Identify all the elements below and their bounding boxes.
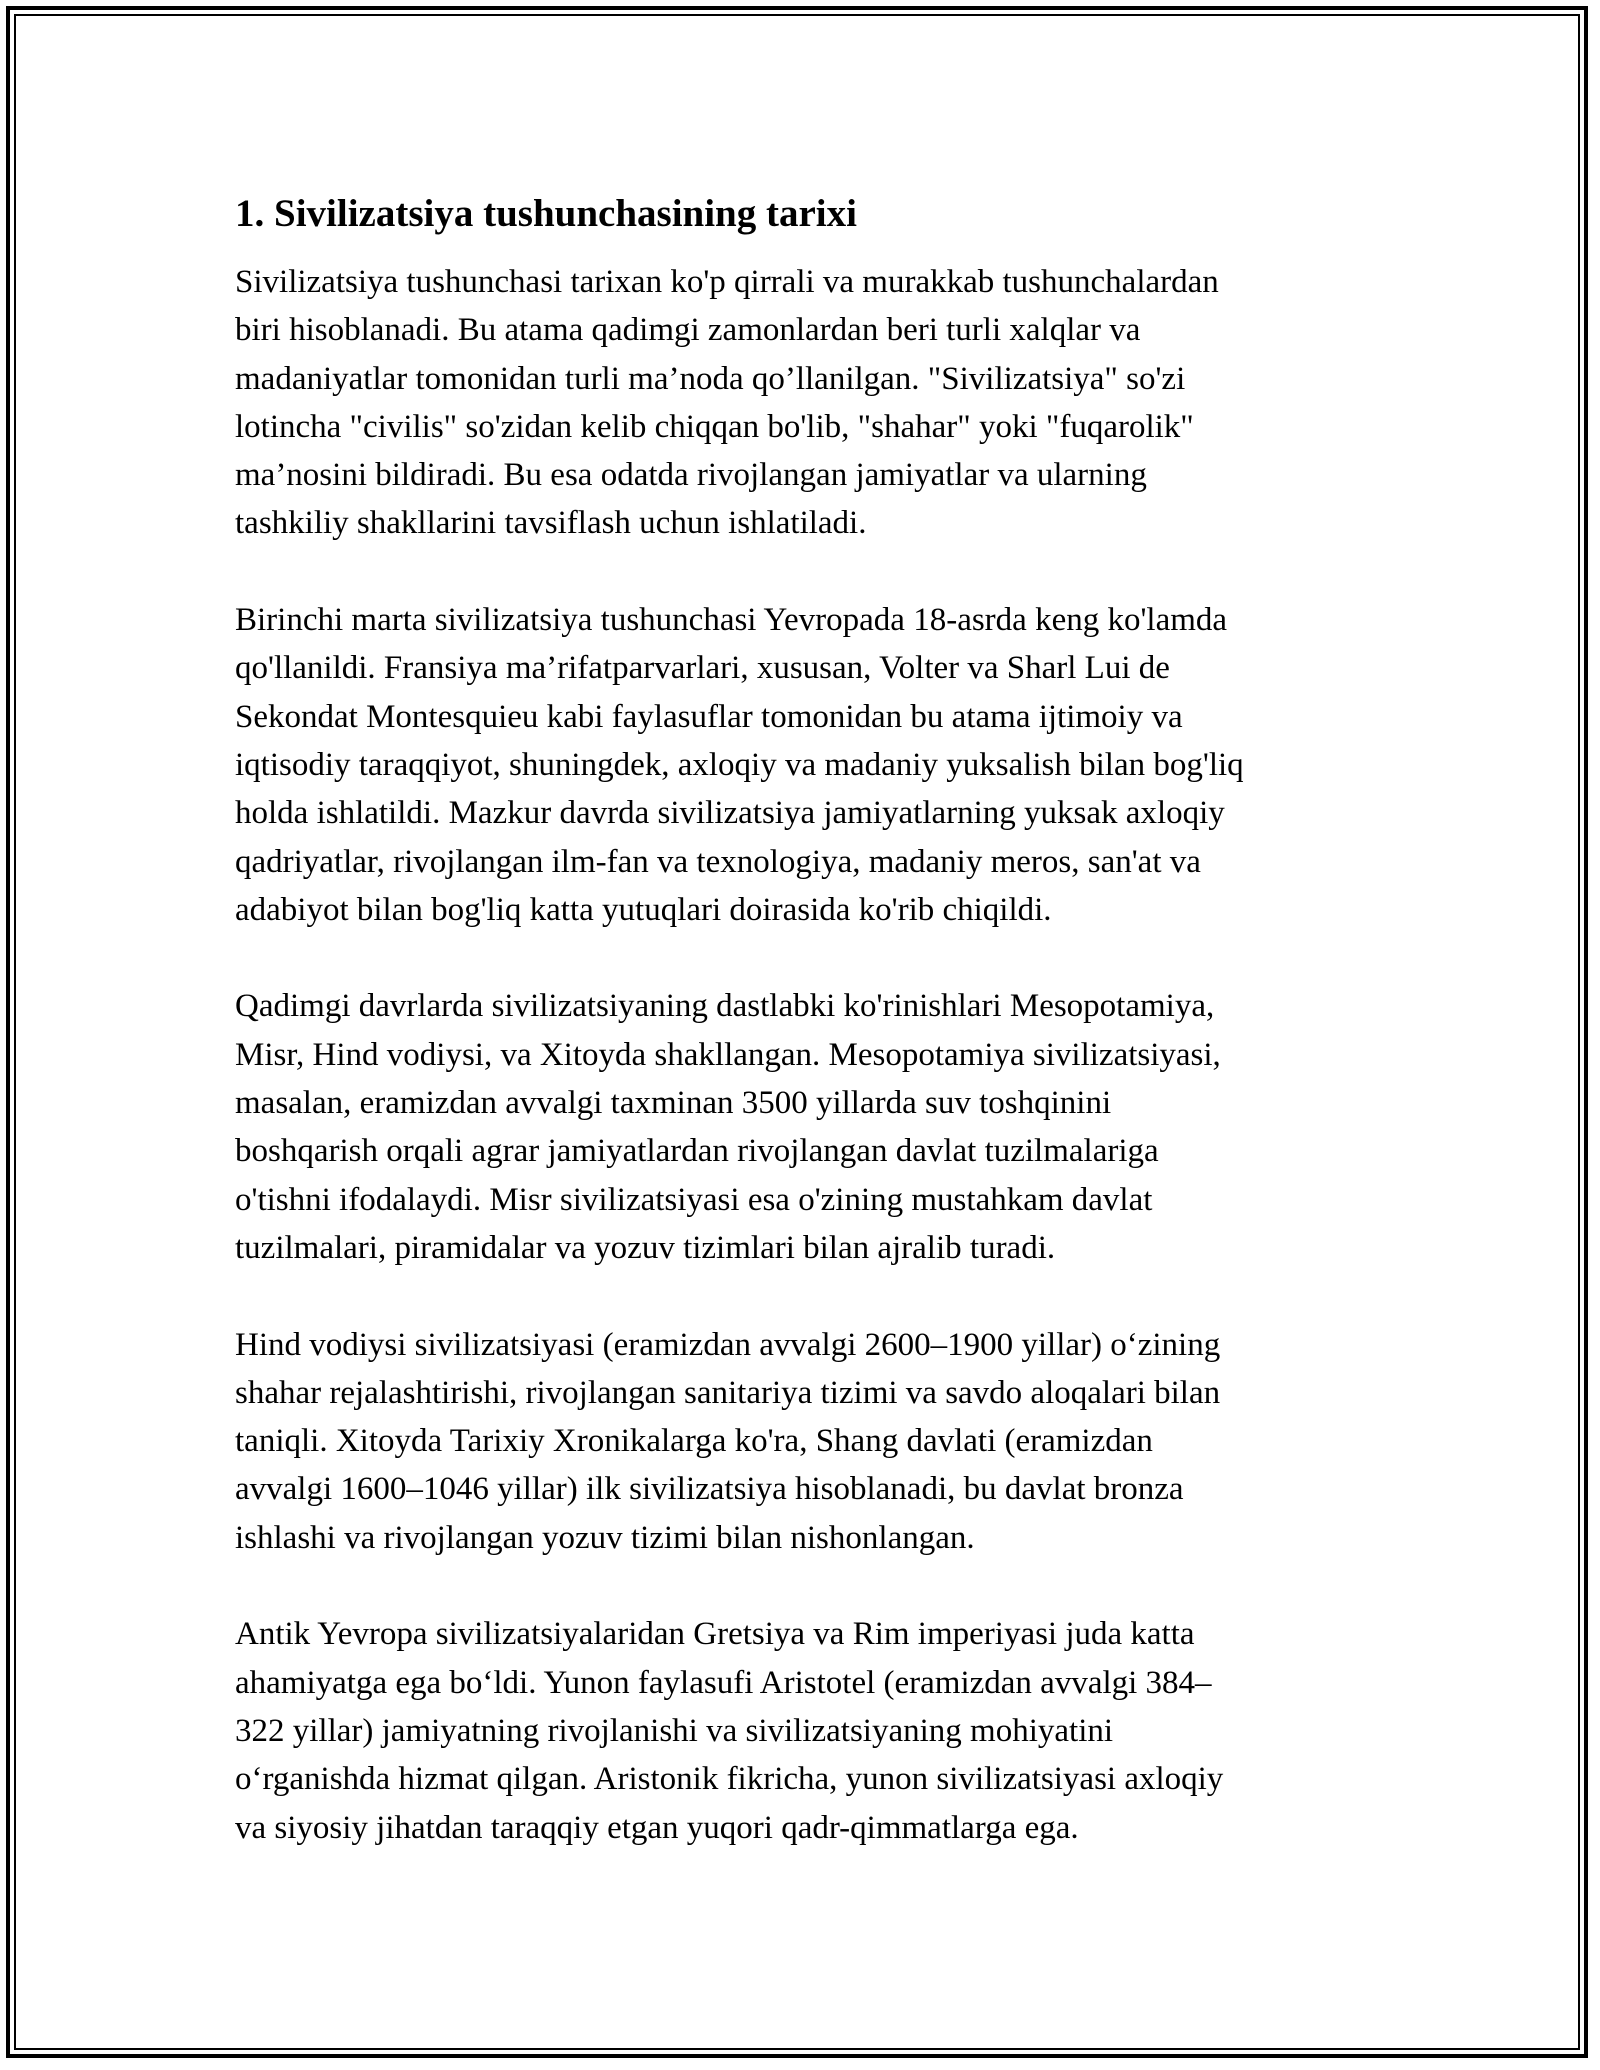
text-line: o‘rganishda hizmat qilgan. Aristonik fikricha, yunon sivilizatsiyasi axloqiy (235, 1761, 1224, 1798)
text-line: ahamiyatga ega bo‘ldi. Yunon faylasufi Aristotel (eramizdan avvalgi 384– (235, 1664, 1212, 1701)
text-line: iqtisodiy taraqqiyot, shuningdek, axloqiy va madaniy yuksalish bilan bog'liq (235, 746, 1244, 783)
text-line: Antik Yevropa sivilizatsiyalaridan Gretsiya va Rim imperiyasi juda katta (235, 1616, 1195, 1653)
text-line: ma’nosini bildiradi. Bu esa odatda rivojlangan jamiyatlar va ularning (235, 457, 1147, 494)
text-line: shahar rejalashtirishi, rivojlangan sanitariya tizimi va savdo aloqalari bilan (235, 1374, 1221, 1411)
text-line: lotincha "civilis" so'zidan kelib chiqqan bo'lib, "shahar" yoki "fuqarolik" (235, 408, 1194, 445)
text-line: Sekondat Montesquieu kabi faylasuflar tomonidan bu atama ijtimoiy va (235, 698, 1183, 735)
text-line: Birinchi marta sivilizatsiya tushunchasi Yevropada 18-asrda keng ko'lamda (235, 602, 1228, 639)
document-body (235, 188, 1375, 1900)
text-line: ishlashi va rivojlangan yozuv tizimi bilan nishonlangan. (235, 1519, 975, 1556)
text-line: tashkiliy shakllarini tavsiflash uchun ishlatiladi. (235, 505, 867, 542)
paragraph-4 (235, 1321, 1375, 1562)
text-line: Qadimgi davrlarda sivilizatsiyaning dastlabki ko'rinishlari Mesopotamiya, (235, 988, 1215, 1025)
text-line: 322 yillar) jamiyatning rivojlanishi va sivilizatsiyaning mohiyatini (235, 1712, 1114, 1749)
text-line: madaniyatlar tomonidan turli ma’noda qo’llanilgan. "Sivilizatsiya" so'zi (235, 360, 1186, 397)
text-line: boshqarish orqali agrar jamiyatlardan rivojlangan davlat tuzilmalariga (235, 1133, 1159, 1170)
section-heading: 1. Sivilizatsiya tushunchasining tarixi (235, 192, 857, 235)
text-line: qadriyatlar, rivojlangan ilm-fan va texnologiya, madaniy meros, san'at va (235, 843, 1201, 880)
text-line: Sivilizatsiya tushunchasi tarixan ko'p qirrali va murakkab tushunchalardan (235, 264, 1219, 300)
text-line: biri hisoblanadi. Bu atama qadimgi zamonlardan beri turli xalqlar va (235, 312, 1141, 349)
paragraph-1 (235, 258, 1375, 548)
text-line: masalan, eramizdan avvalgi taxminan 3500 yillarda suv toshqinini (235, 1085, 1112, 1122)
text-line: holda ishlatildi. Mazkur davrda sivilizatsiya jamiyatlarning yuksak axloqiy (235, 795, 1225, 832)
text-line: avvalgi 1600–1046 yillar) ilk sivilizatsiya hisoblanadi, bu davlat bronza (235, 1471, 1184, 1508)
paragraph-2 (235, 596, 1375, 934)
text-line: taniqli. Xitoyda Tarixiy Xronikalarga ko'ra, Shang davlati (eramizdan (235, 1423, 1153, 1460)
paragraph-5 (235, 1610, 1375, 1851)
text-line: va siyosiy jihatdan taraqqiy etgan yuqori qadr-qimmatlarga ega. (235, 1809, 1079, 1846)
text-line: Misr, Hind vodiysi, va Xitoyda shakllangan. Mesopotamiya sivilizatsiyasi, (235, 1036, 1221, 1073)
paragraph-3 (235, 982, 1375, 1272)
text-line: qo'llanildi. Fransiya ma’rifatparvarlari, xususan, Volter va Sharl Lui de (235, 650, 1170, 687)
text-line: adabiyot bilan bog'liq katta yutuqlari doirasida ko'rib chiqildi. (235, 891, 1052, 928)
text-line: o'tishni ifodalaydi. Misr sivilizatsiyasi esa o'zining mustahkam davlat (235, 1181, 1153, 1218)
text-line: tuzilmalari, piramidalar va yozuv tizimlari bilan ajralib turadi. (235, 1229, 1056, 1266)
text-line: Hind vodiysi sivilizatsiyasi (eramizdan avvalgi 2600–1900 yillar) o‘zining (235, 1326, 1221, 1363)
